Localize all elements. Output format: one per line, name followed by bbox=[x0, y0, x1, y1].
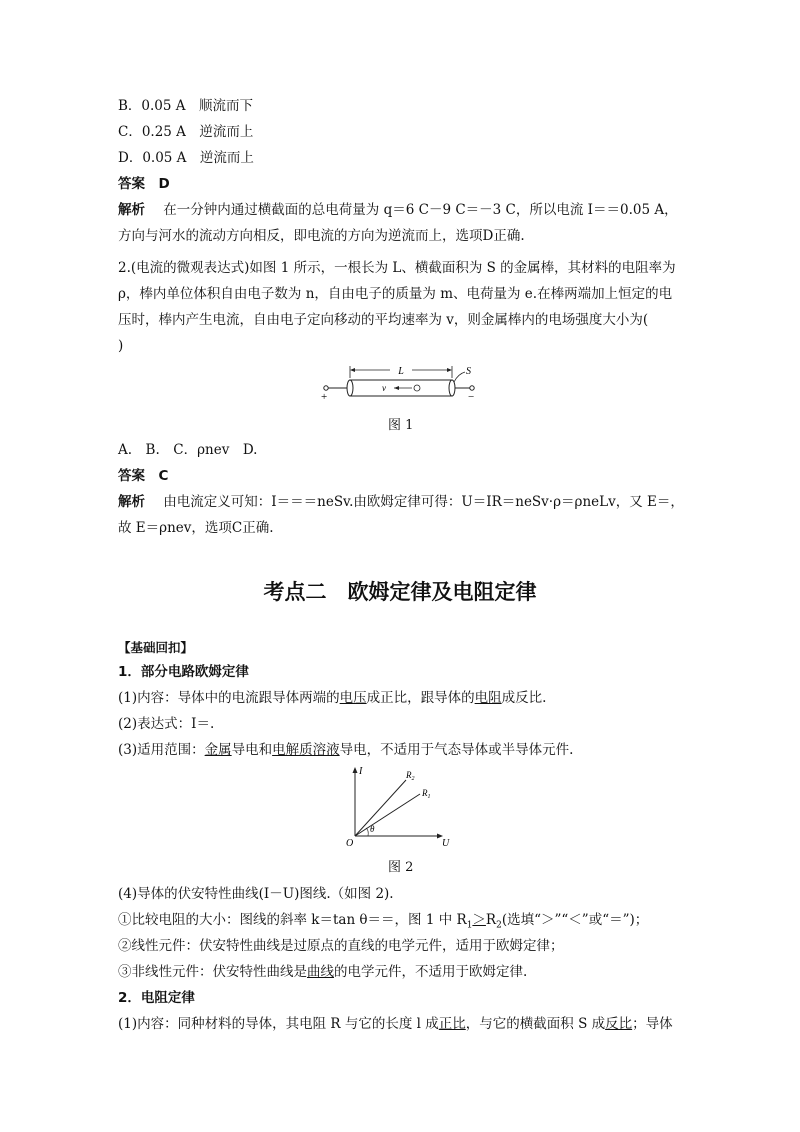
q1-analysis-line1 bbox=[118, 200, 678, 220]
p7-text-b: 的电学元件，不适用于欧姆定律. bbox=[334, 964, 528, 980]
heading-resistance-law: 2．电阻定律 bbox=[118, 990, 195, 1006]
q2-stem-line1: 2.(电流的微观表达式)如图 1 所示，一根长为 L、横截面积为 S 的金属棒，其材料的电阻率为 bbox=[118, 260, 676, 276]
p8-text-a: (1)内容：同种材料的导体，其电阻 R 与它的长度 l 成 bbox=[118, 1016, 439, 1032]
q2-analysis-text1: 由电流定义可知：I＝＝＝neSv.由欧姆定律可得：U＝IR＝neSv·ρ＝ρneLv，又 E＝， bbox=[163, 494, 684, 510]
figure-2-caption: 图 2 bbox=[388, 860, 414, 875]
p8-text-c: ；导体 bbox=[632, 1016, 673, 1032]
p1-underline-resistance: 电阻 bbox=[474, 690, 502, 706]
p6-linear: ②线性元件：伏安特性曲线是过原点的直线的电学元件，适用于欧姆定律； bbox=[118, 938, 564, 954]
p5-compare bbox=[118, 910, 648, 936]
p3-underline-metal: 金属 bbox=[204, 742, 232, 758]
p3-underline-electrolyte: 电解质溶液 bbox=[272, 742, 340, 758]
fig1-label-s: S bbox=[466, 366, 471, 377]
q2-stem-line3: 压时，棒内产生电流，自由电子定向移动的平均速率为 v，则金属棒内的电场强度大小为( bbox=[118, 312, 649, 328]
q2-analysis-prefix: 解析 bbox=[118, 494, 145, 510]
q2-analysis-line2: 故 E＝ρnev，选项C正确. bbox=[118, 520, 274, 536]
p1-text-a: (1)内容：导体中的电流跟导体两端的 bbox=[118, 690, 340, 706]
heading-ohms-law: 1．部分电路欧姆定律 bbox=[118, 664, 249, 680]
fig1-label-l: L bbox=[398, 366, 404, 377]
fig2-axis-u: U bbox=[442, 838, 450, 848]
figure-2-iu-graph bbox=[340, 764, 460, 848]
q1-analysis-prefix: 解析 bbox=[118, 202, 145, 218]
p5-text-a: ①比较电阻的大小：图线的斜率 k＝tan θ＝＝，图 1 中 R bbox=[118, 912, 467, 928]
p1-content bbox=[118, 688, 546, 708]
p1-text-c: 成反比. bbox=[501, 690, 547, 706]
p8-text-b: ，与它的横截面积 S 成 bbox=[465, 1016, 606, 1032]
p5-text-c: (选填“＞”“＜”或“＝”)； bbox=[501, 912, 649, 928]
p3-text-b: 导电和 bbox=[231, 742, 273, 758]
p3-text-c: 导电，不适用于气态导体或半导体元件. bbox=[339, 742, 574, 758]
p5-text-b: R bbox=[485, 912, 497, 928]
basics-heading: 【基础回扣】 bbox=[118, 640, 194, 655]
p1-underline-voltage: 电压 bbox=[339, 690, 367, 706]
fig1-label-v: v bbox=[382, 383, 386, 393]
p7-text-a: ③非线性元件：伏安特性曲线是 bbox=[118, 964, 307, 980]
q2-choices: A. B. C．ρnev D. bbox=[118, 442, 258, 458]
q2-stem-line2: ρ，棒内单位体积自由电子数为 n，自由电子的质量为 m、电荷量为 e.在棒两端加上恒定的电 bbox=[118, 286, 673, 302]
fig2-r2-label: $R_2$ bbox=[406, 770, 415, 782]
q2-stem-line4: ) bbox=[118, 338, 124, 354]
figure-1-rod bbox=[320, 360, 480, 404]
fig1-minus: − bbox=[468, 391, 475, 403]
fig1-plus: + bbox=[321, 391, 328, 403]
p2-expression: (2)表达式：I＝. bbox=[118, 716, 215, 732]
option-b: B．0.05 A 顺流而下 bbox=[118, 98, 254, 114]
p8-underline-inverse: 反比 bbox=[605, 1016, 633, 1032]
p7-nonlinear bbox=[118, 962, 527, 982]
q1-analysis-text1: 在一分钟内通过横截面的总电荷量为 q＝6 C－9 C＝－3 C，所以电流 I＝＝0.05 A， bbox=[163, 202, 678, 218]
p5-sub2: 2 bbox=[496, 920, 502, 931]
p8-underline-proportional: 正比 bbox=[438, 1016, 466, 1032]
fig2-theta: θ bbox=[370, 824, 375, 834]
q1-analysis-line2: 方向与河水的流动方向相反，即电流的方向为逆流而上，选项D正确. bbox=[118, 228, 525, 244]
q2-answer: 答案 C bbox=[118, 468, 169, 484]
p5-sub1: 1 bbox=[466, 920, 473, 931]
p4-curve: (4)导体的伏安特性曲线(I－U)图线.（如图 2). bbox=[118, 886, 394, 902]
q2-analysis-line1 bbox=[118, 492, 684, 512]
p7-underline-curve: 曲线 bbox=[307, 964, 334, 980]
p3-scope bbox=[118, 740, 573, 760]
p5-underline-answer: ＞ bbox=[472, 912, 486, 928]
option-d: D．0.05 A 逆流而上 bbox=[118, 150, 254, 166]
q1-answer: 答案 D bbox=[118, 176, 170, 192]
option-c: C．0.25 A 逆流而上 bbox=[118, 124, 254, 140]
p8-content bbox=[118, 1014, 673, 1034]
fig2-r1-label: $R_1$ bbox=[422, 788, 431, 800]
fig2-origin: O bbox=[346, 838, 354, 848]
section-title: 考点二 欧姆定律及电阻定律 bbox=[263, 580, 537, 604]
figure-1-caption: 图 1 bbox=[388, 418, 414, 433]
p3-text-a: (3)适用范围： bbox=[118, 742, 205, 758]
fig2-axis-i: I bbox=[359, 766, 363, 777]
p1-text-b: 成正比，跟导体的 bbox=[366, 690, 475, 706]
